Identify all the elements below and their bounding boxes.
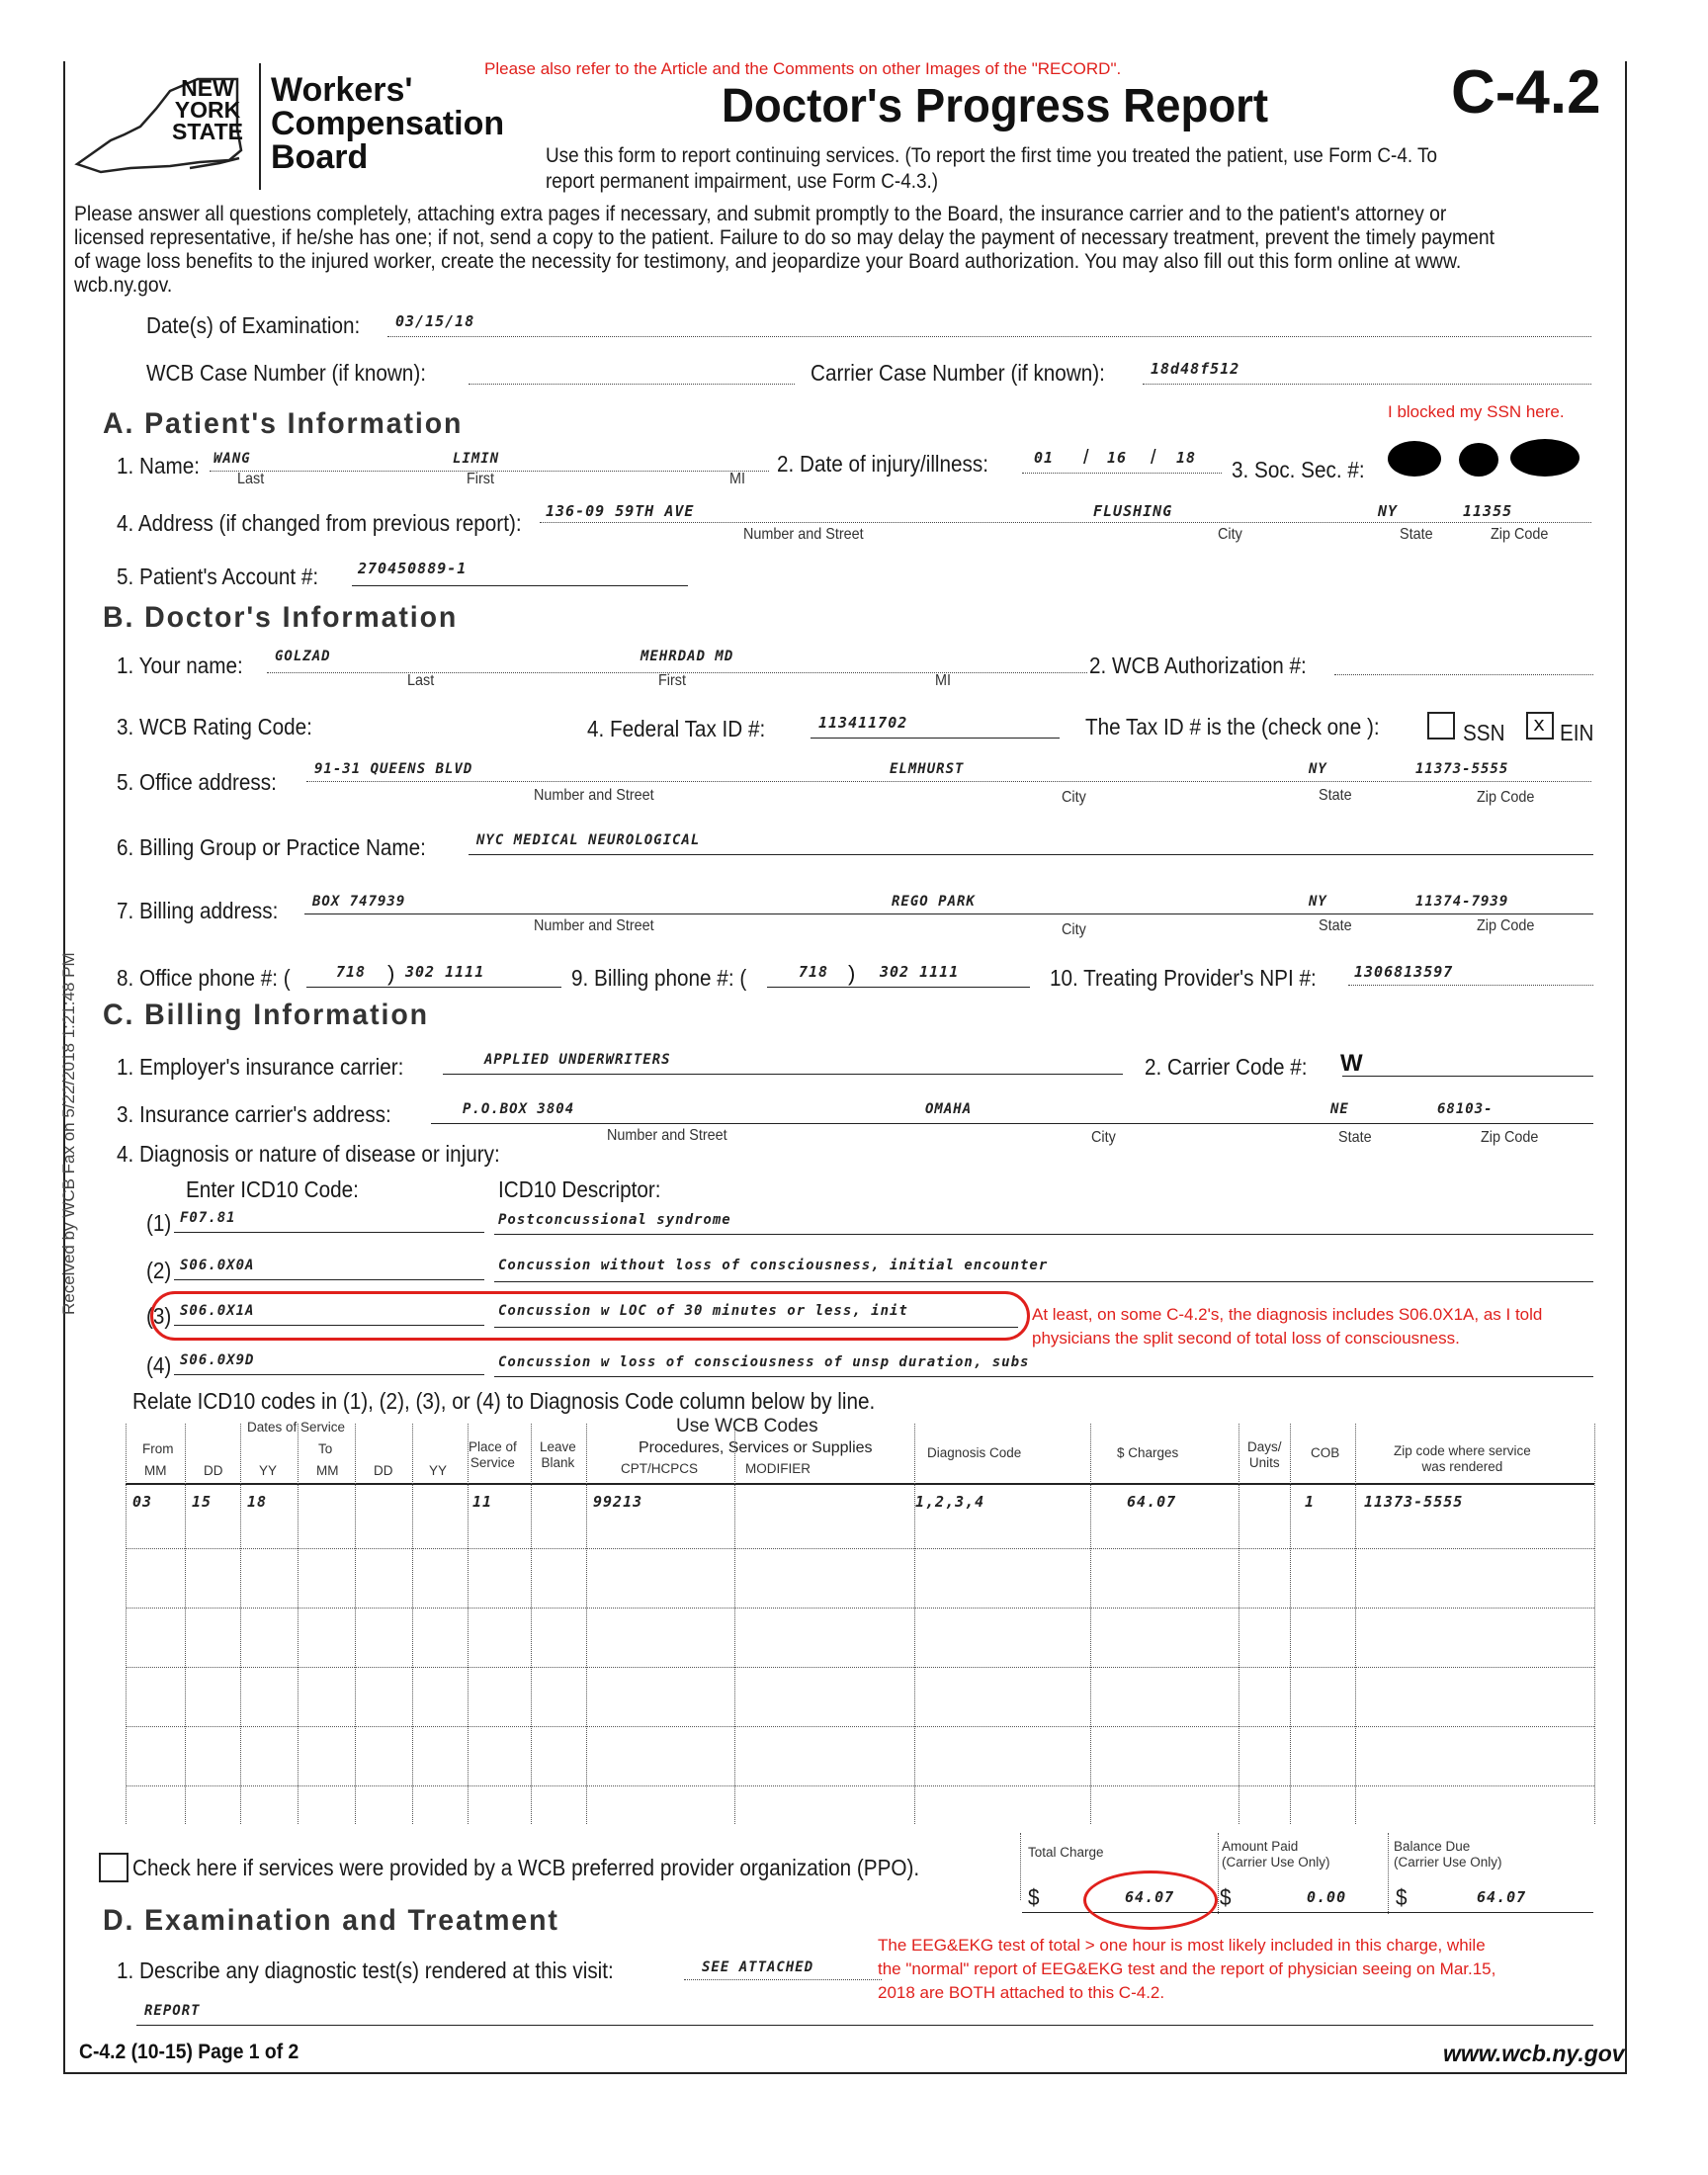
carrier-city[interactable]: OMAHA: [925, 1101, 973, 1117]
ssn-option-label: SSN: [1463, 720, 1505, 745]
diagnosis-note: At least, on some C-4.2's, the diagnosis includes S06.0X1A, as I told physicians the split second of total loss of consciousness.: [1032, 1305, 1543, 1348]
sublabel-first: First: [658, 672, 686, 689]
sublabel-city: City: [1218, 526, 1242, 543]
ssn-note: I blocked my SSN here.: [1388, 402, 1565, 421]
doi-year[interactable]: 18: [1176, 449, 1197, 467]
col-procedures: Procedures, Services or Supplies: [639, 1439, 873, 1456]
patient-city[interactable]: FLUSHING: [1093, 502, 1173, 520]
sublabel-city: City: [1091, 1129, 1116, 1146]
col-from-dd: DD: [204, 1463, 223, 1478]
col-place-of-service: Place of Service: [469, 1439, 517, 1470]
icd-descriptor[interactable]: Concussion without loss of consciousness, initial encounter: [498, 1258, 1049, 1273]
total-currency: $: [1028, 1884, 1040, 1910]
exam-date-label: Date(s) of Examination:: [146, 312, 361, 338]
sublabel-zip: Zip Code: [1477, 789, 1535, 806]
carrier-code-label: 2. Carrier Code #:: [1145, 1054, 1308, 1080]
icd-code[interactable]: F07.81: [180, 1210, 236, 1226]
diagnosis-number: (2): [146, 1258, 172, 1283]
office-street[interactable]: 91-31 QUEENS BLVD: [314, 761, 473, 777]
col-diagnosis-code: Diagnosis Code: [927, 1445, 1022, 1460]
service-from-yy[interactable]: 18: [247, 1493, 268, 1511]
office-phone-value[interactable]: 302 1111: [405, 963, 485, 981]
section-b-heading: B. Doctor's Information: [103, 601, 459, 634]
amount-paid-value[interactable]: 0.00: [1307, 1888, 1347, 1906]
ppo-label: Check here if services were provided by a WCB preferred provider organization (PPO).: [132, 1855, 920, 1880]
sublabel-state: State: [1338, 1129, 1372, 1146]
service-from-mm[interactable]: 03: [132, 1493, 153, 1511]
service-place[interactable]: 11: [472, 1493, 493, 1511]
sublabel-street: Number and Street: [534, 787, 654, 804]
highlight-ellipse-diagnosis-3: [150, 1291, 1030, 1341]
account-value[interactable]: 270450889-1: [358, 560, 468, 577]
form-code: C-4.2: [1451, 58, 1601, 127]
record-note: Please also refer to the Article and the Comments on other Images of the "RECORD".: [484, 59, 1122, 78]
service-charge[interactable]: 64.07: [1127, 1493, 1177, 1511]
billing-state[interactable]: NY: [1309, 894, 1327, 910]
balance-currency: $: [1396, 1884, 1408, 1910]
sublabel-zip: Zip Code: [1481, 1129, 1539, 1146]
redacted-ssn-part-1: [1388, 441, 1441, 477]
sublabel-street: Number and Street: [743, 526, 864, 543]
balance-due-value[interactable]: 64.07: [1477, 1888, 1527, 1906]
billing-group-label: 6. Billing Group or Practice Name:: [117, 834, 426, 860]
icd-descriptor[interactable]: Concussion w LOC of 30 minutes or less, init: [498, 1303, 908, 1319]
footer-form-id: C-4.2 (10-15) Page 1 of 2: [79, 2041, 299, 2063]
carrier-case-label: Carrier Case Number (if known):: [811, 360, 1105, 386]
doctor-name-label: 1. Your name:: [117, 652, 243, 678]
col-from-mm: MM: [144, 1463, 167, 1478]
service-diagnosis-code[interactable]: 1,2,3,4: [915, 1493, 985, 1511]
office-address-label: 5. Office address:: [117, 769, 277, 795]
sublabel-last: Last: [237, 471, 265, 487]
sublabel-street: Number and Street: [534, 917, 654, 934]
section-d-heading: D. Examination and Treatment: [103, 1904, 559, 1937]
diagnostic-tests-value[interactable]: SEE ATTACHED: [702, 1959, 814, 1975]
npi-label: 10. Treating Provider's NPI #:: [1050, 965, 1317, 991]
billing-city[interactable]: REGO PARK: [892, 894, 976, 910]
doctor-last-name[interactable]: GOLZAD: [275, 649, 331, 664]
ein-option-label: EIN: [1560, 720, 1594, 745]
col-use-wcb-codes: Use WCB Codes: [676, 1416, 818, 1436]
account-label: 5. Patient's Account #:: [117, 564, 319, 589]
col-from-yy: YY: [259, 1463, 278, 1478]
patient-last-name[interactable]: WANG: [214, 451, 251, 467]
col-leave-blank: Leave Blank: [540, 1439, 576, 1470]
form-title: Doctor's Progress Report: [722, 80, 1269, 132]
carrier-street[interactable]: P.O.BOX 3804: [463, 1101, 575, 1117]
diagnosis-number: (4): [146, 1352, 172, 1378]
diagnostic-tests-label: 1. Describe any diagnostic test(s) rendered at this visit:: [117, 1958, 614, 1983]
section-a-heading: A. Patient's Information: [103, 407, 464, 440]
sublabel-city: City: [1062, 789, 1086, 806]
carrier-state[interactable]: NE: [1330, 1101, 1349, 1117]
section-c-heading: C. Billing Information: [103, 999, 429, 1031]
ein-check-mark: x: [1533, 712, 1546, 736]
sublabel-street: Number and Street: [607, 1127, 727, 1144]
charge-note: The EEG&EKG test of total > one hour is most likely included in this charge, while the "normal" report of EEG&EKG test and the report of physician seeing on Mar.15, 2018 are BOTH attached to this C-4.2.: [878, 1936, 1496, 2002]
wcb-auth-label: 2. WCB Authorization #:: [1089, 652, 1307, 678]
sublabel-state: State: [1400, 526, 1433, 543]
instructions: Please answer all questions completely, attaching extra pages if necessary, and submit promptly to the Board, the insurance carrier and to the patient's attorney or licensed representative, if he/she has one; if not, send a copy to the patient. Failure to do so may delay the payment of necessary treatment, prevent the timely payment of wage loss benefits to the injured worker, create the necessity for testimony, and jeopardize your Board authorization. You may also fill out this form online at www. wcb.ny.gov.: [74, 202, 1495, 297]
patient-name-label: 1. Name:: [117, 453, 200, 478]
col-cpt-hcpcs: CPT/HCPCS: [621, 1461, 699, 1476]
icd-code[interactable]: S06.0X0A: [180, 1258, 255, 1273]
ssn-label: 3. Soc. Sec. #:: [1232, 457, 1365, 482]
service-cpt-code[interactable]: 99213: [593, 1493, 643, 1511]
billing-phone-value[interactable]: 302 1111: [880, 963, 960, 981]
service-lines-table: [126, 1424, 1594, 1824]
rating-code-label: 3. WCB Rating Code:: [117, 714, 312, 740]
insurance-carrier-value[interactable]: APPLIED UNDERWRITERS: [484, 1052, 671, 1068]
sublabel-zip: Zip Code: [1491, 526, 1549, 543]
insurance-carrier-label: 1. Employer's insurance carrier:: [117, 1054, 404, 1080]
redacted-ssn-part-3: [1510, 439, 1580, 477]
service-cob[interactable]: 1: [1305, 1493, 1316, 1511]
diagnosis-label: 4. Diagnosis or nature of disease or injury:: [117, 1141, 500, 1167]
service-zip[interactable]: 11373-5555: [1364, 1493, 1464, 1511]
office-city[interactable]: ELMHURST: [890, 761, 965, 777]
office-area-code[interactable]: 718: [336, 963, 367, 981]
exam-date-value[interactable]: 03/15/18: [395, 312, 475, 330]
patient-zip[interactable]: 11355: [1463, 502, 1513, 520]
diagnosis-number: (3): [146, 1303, 172, 1329]
nys-logo-text: NEW YORK STATE: [172, 75, 243, 144]
service-from-dd[interactable]: 15: [192, 1493, 213, 1511]
ssn-checkbox[interactable]: [1427, 712, 1455, 740]
logo-divider: [259, 63, 261, 190]
icd-code[interactable]: S06.0X9D: [180, 1352, 255, 1368]
billing-address-label: 7. Billing address:: [117, 898, 279, 923]
billing-group-value[interactable]: NYC MEDICAL NEUROLOGICAL: [476, 832, 701, 848]
board-name: Workers' Compensation Board: [271, 71, 505, 176]
col-dates-of-service: Dates of Service: [247, 1420, 346, 1435]
sublabel-state: State: [1319, 917, 1352, 934]
icd-code[interactable]: S06.0X1A: [180, 1303, 255, 1319]
usage-line-1: Use this form to report continuing services. (To report the first time you treated the patient, use Form C-4. To: [546, 144, 1437, 167]
sublabel-mi: MI: [729, 471, 746, 487]
tax-id-label: 4. Federal Tax ID #:: [587, 716, 766, 741]
doctor-first-name[interactable]: MEHRDAD MD: [640, 649, 734, 664]
billing-area-code[interactable]: 718: [799, 963, 829, 981]
col-to-dd: DD: [374, 1463, 393, 1478]
col-to: To: [318, 1441, 333, 1456]
usage-line-2: report permanent impairment, use Form C-4.3.): [546, 170, 939, 193]
sublabel-zip: Zip Code: [1477, 917, 1535, 934]
sublabel-city: City: [1062, 921, 1086, 938]
icd-descriptor[interactable]: Concussion w loss of consciousness of unsp duration, subs: [498, 1354, 1030, 1370]
col-cob: COB: [1311, 1445, 1340, 1460]
total-charge-label: Total Charge: [1028, 1845, 1104, 1860]
carrier-case-value[interactable]: 18d48f512: [1151, 360, 1240, 378]
ppo-checkbox[interactable]: [99, 1853, 128, 1882]
col-zip-rendered: Zip code where service was rendered: [1394, 1443, 1531, 1474]
total-charge-value[interactable]: 64.07: [1125, 1888, 1175, 1906]
icd-code-header: Enter ICD10 Code:: [186, 1176, 359, 1202]
sublabel-first: First: [467, 471, 494, 487]
amount-paid-label: Amount Paid (Carrier Use Only): [1222, 1839, 1330, 1870]
doi-month[interactable]: 01: [1034, 449, 1055, 467]
col-modifier: MODIFIER: [745, 1461, 811, 1476]
fax-received-stamp: Received by WCB Fax on 5/22/2018 1:21:48 PM: [59, 952, 78, 1315]
paid-currency: $: [1220, 1884, 1232, 1910]
col-from: From: [142, 1441, 174, 1456]
patient-first-name[interactable]: LIMIN: [453, 451, 500, 467]
col-to-mm: MM: [316, 1463, 339, 1478]
sublabel-state: State: [1319, 787, 1352, 804]
relate-codes-instruction: Relate ICD10 codes in (1), (2), (3), or (4) to Diagnosis Code column below by line.: [132, 1388, 876, 1414]
col-days-units: Days/ Units: [1247, 1439, 1282, 1470]
col-charges: $ Charges: [1117, 1445, 1179, 1460]
highlight-ellipse-total: [1083, 1870, 1218, 1930]
icd-descriptor-header: ICD10 Descriptor:: [498, 1176, 661, 1202]
billing-phone-label: 9. Billing phone #: (: [571, 965, 747, 991]
wcb-case-label: WCB Case Number (if known):: [146, 360, 426, 386]
icd-descriptor[interactable]: Postconcussional syndrome: [498, 1212, 731, 1228]
carrier-zip[interactable]: 68103-: [1437, 1101, 1494, 1117]
doi-day[interactable]: 16: [1107, 449, 1128, 467]
office-phone-label: 8. Office phone #: (: [117, 965, 291, 991]
billing-zip[interactable]: 11374-7939: [1415, 894, 1509, 910]
office-zip[interactable]: 11373-5555: [1415, 761, 1509, 777]
carrier-address-label: 3. Insurance carrier's address:: [117, 1101, 391, 1127]
billing-street[interactable]: BOX 747939: [312, 894, 406, 910]
patient-state[interactable]: NY: [1378, 502, 1399, 520]
ein-checkbox[interactable]: [1526, 712, 1554, 740]
office-state[interactable]: NY: [1309, 761, 1327, 777]
footer-url[interactable]: www.wcb.ny.gov: [1443, 2041, 1625, 2066]
patient-address-label: 4. Address (if changed from previous report):: [117, 510, 522, 536]
redacted-ssn-part-2: [1459, 443, 1498, 477]
tax-id-value[interactable]: 113411702: [818, 714, 908, 732]
diagnostic-tests-value-continued[interactable]: REPORT: [144, 2003, 201, 2019]
npi-value[interactable]: 1306813597: [1354, 963, 1454, 981]
balance-due-label: Balance Due (Carrier Use Only): [1394, 1839, 1502, 1870]
tax-id-type-label: The Tax ID # is the (check one ):: [1085, 714, 1380, 740]
col-to-yy: YY: [429, 1463, 448, 1478]
patient-street[interactable]: 136-09 59TH AVE: [546, 502, 695, 520]
diagnosis-number: (1): [146, 1210, 172, 1236]
carrier-code-value[interactable]: W: [1340, 1050, 1363, 1077]
date-of-injury-label: 2. Date of injury/illness:: [777, 451, 989, 477]
sublabel-mi: MI: [935, 672, 952, 689]
sublabel-last: Last: [407, 672, 435, 689]
